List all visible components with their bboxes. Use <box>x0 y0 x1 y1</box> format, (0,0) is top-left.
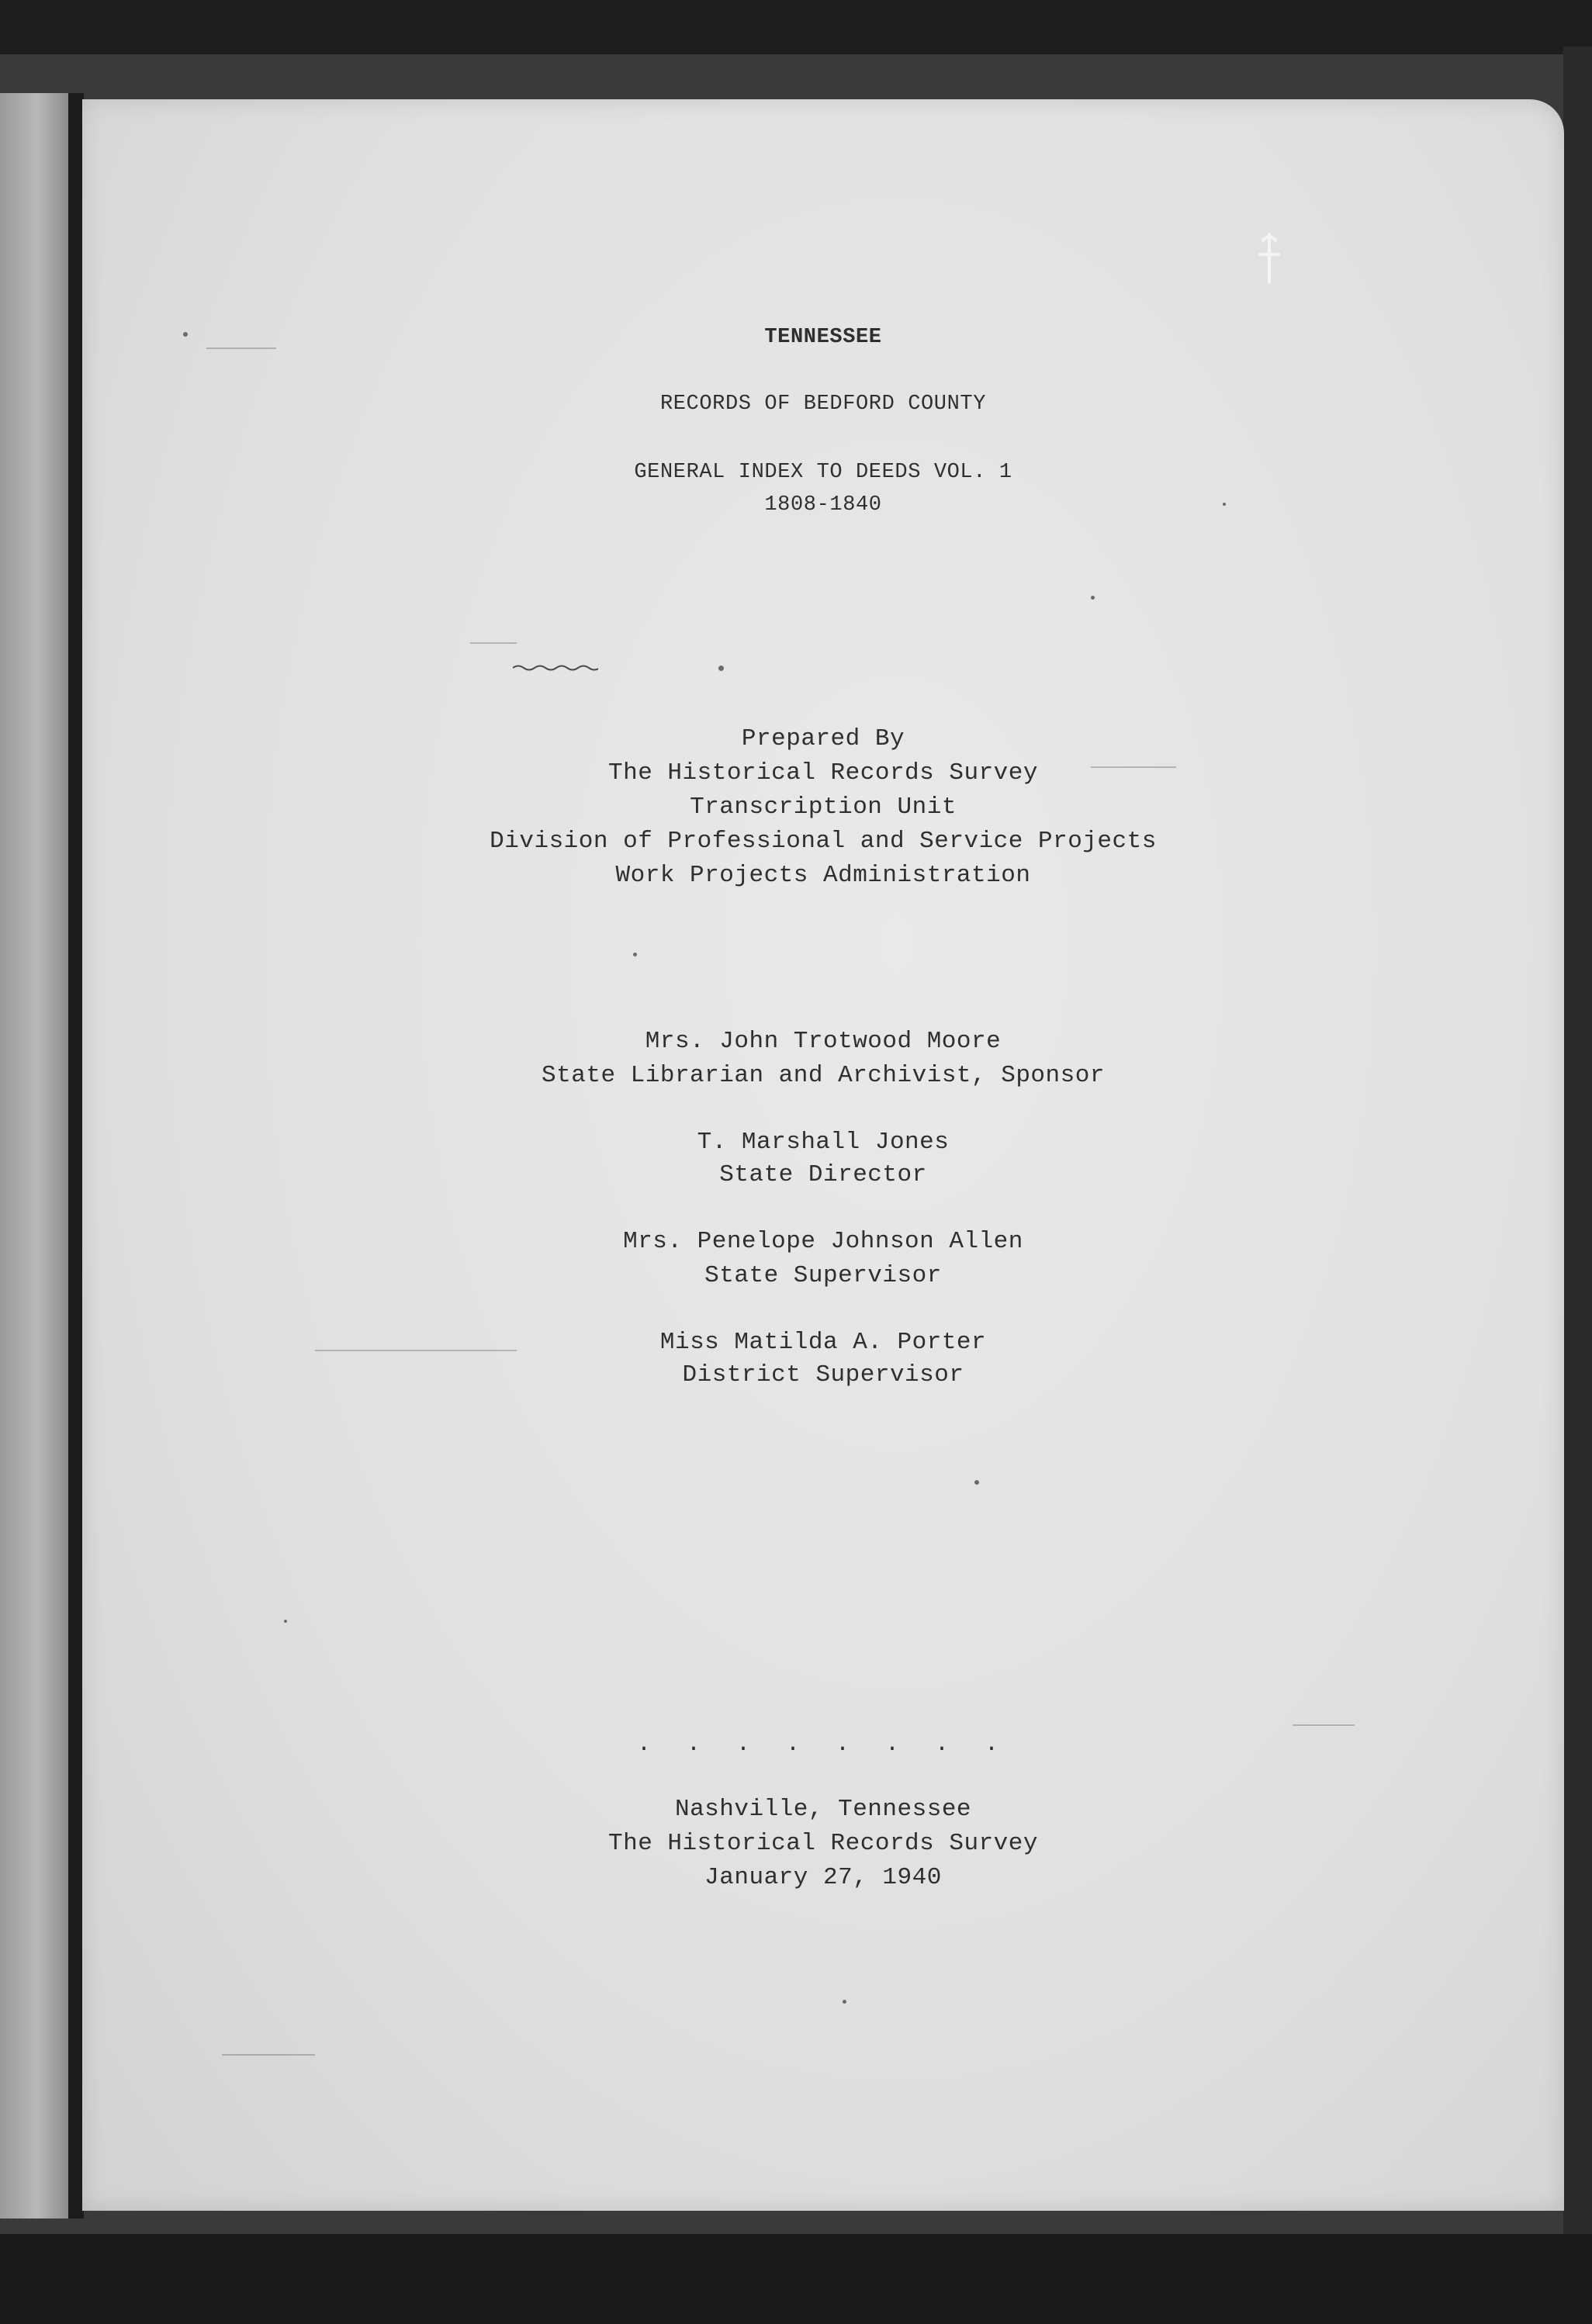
prepared-line: Division of Professional and Service Projects <box>490 828 1157 855</box>
film-speck <box>183 332 188 337</box>
footer-publisher: The Historical Records Survey <box>608 1830 1038 1857</box>
film-speck <box>284 1620 287 1623</box>
official-role: State Librarian and Archivist, Sponsor <box>542 1062 1105 1089</box>
document-page <box>82 99 1564 2211</box>
film-speck <box>718 666 724 671</box>
prepared-line: Transcription Unit <box>690 794 957 821</box>
adjacent-page-strip <box>0 93 68 2219</box>
official-name: Mrs. Penelope Johnson Allen <box>623 1228 1023 1255</box>
film-speck <box>843 2000 846 2004</box>
official-role: State Supervisor <box>704 1262 942 1289</box>
film-speck <box>1223 503 1226 506</box>
official-role: State Director <box>719 1161 927 1188</box>
handwritten-mark-icon <box>1254 231 1285 285</box>
film-streak <box>315 1350 517 1351</box>
film-frame-top <box>0 0 1592 54</box>
footer-city: Nashville, Tennessee <box>674 1796 972 1823</box>
film-streak <box>206 348 276 349</box>
official-name: Mrs. John Trotwood Moore <box>645 1028 1002 1055</box>
records-heading: RECORDS OF BEDFORD COUNTY <box>659 393 987 416</box>
film-speck <box>633 953 637 956</box>
footer-date: January 27, 1940 <box>704 1864 942 1891</box>
prepared-by-label: Prepared By <box>741 725 905 752</box>
film-streak <box>1091 766 1176 768</box>
years-heading: 1808-1840 <box>764 493 882 517</box>
prepared-line: The Historical Records Survey <box>608 759 1038 787</box>
state-heading: TENNESSEE <box>764 326 882 349</box>
film-frame-right <box>1563 47 1592 2250</box>
film-frame-bottom <box>0 2234 1592 2324</box>
page-edge-shadow <box>68 93 84 2219</box>
film-speck <box>1091 596 1095 600</box>
dotted-separator: . . . . . . . . <box>636 1731 1010 1758</box>
official-name: T. Marshall Jones <box>697 1129 950 1156</box>
film-streak <box>470 642 517 644</box>
official-name: Miss Matilda A. Porter <box>659 1329 987 1356</box>
film-streak <box>1293 1724 1355 1726</box>
wavy-rule-icon <box>513 664 598 672</box>
film-streak <box>222 2054 315 2056</box>
official-role: District Supervisor <box>682 1361 964 1389</box>
index-heading: GENERAL INDEX TO DEEDS VOL. 1 <box>634 461 1012 484</box>
prepared-line: Work Projects Administration <box>615 862 1031 889</box>
film-speck <box>974 1480 979 1485</box>
